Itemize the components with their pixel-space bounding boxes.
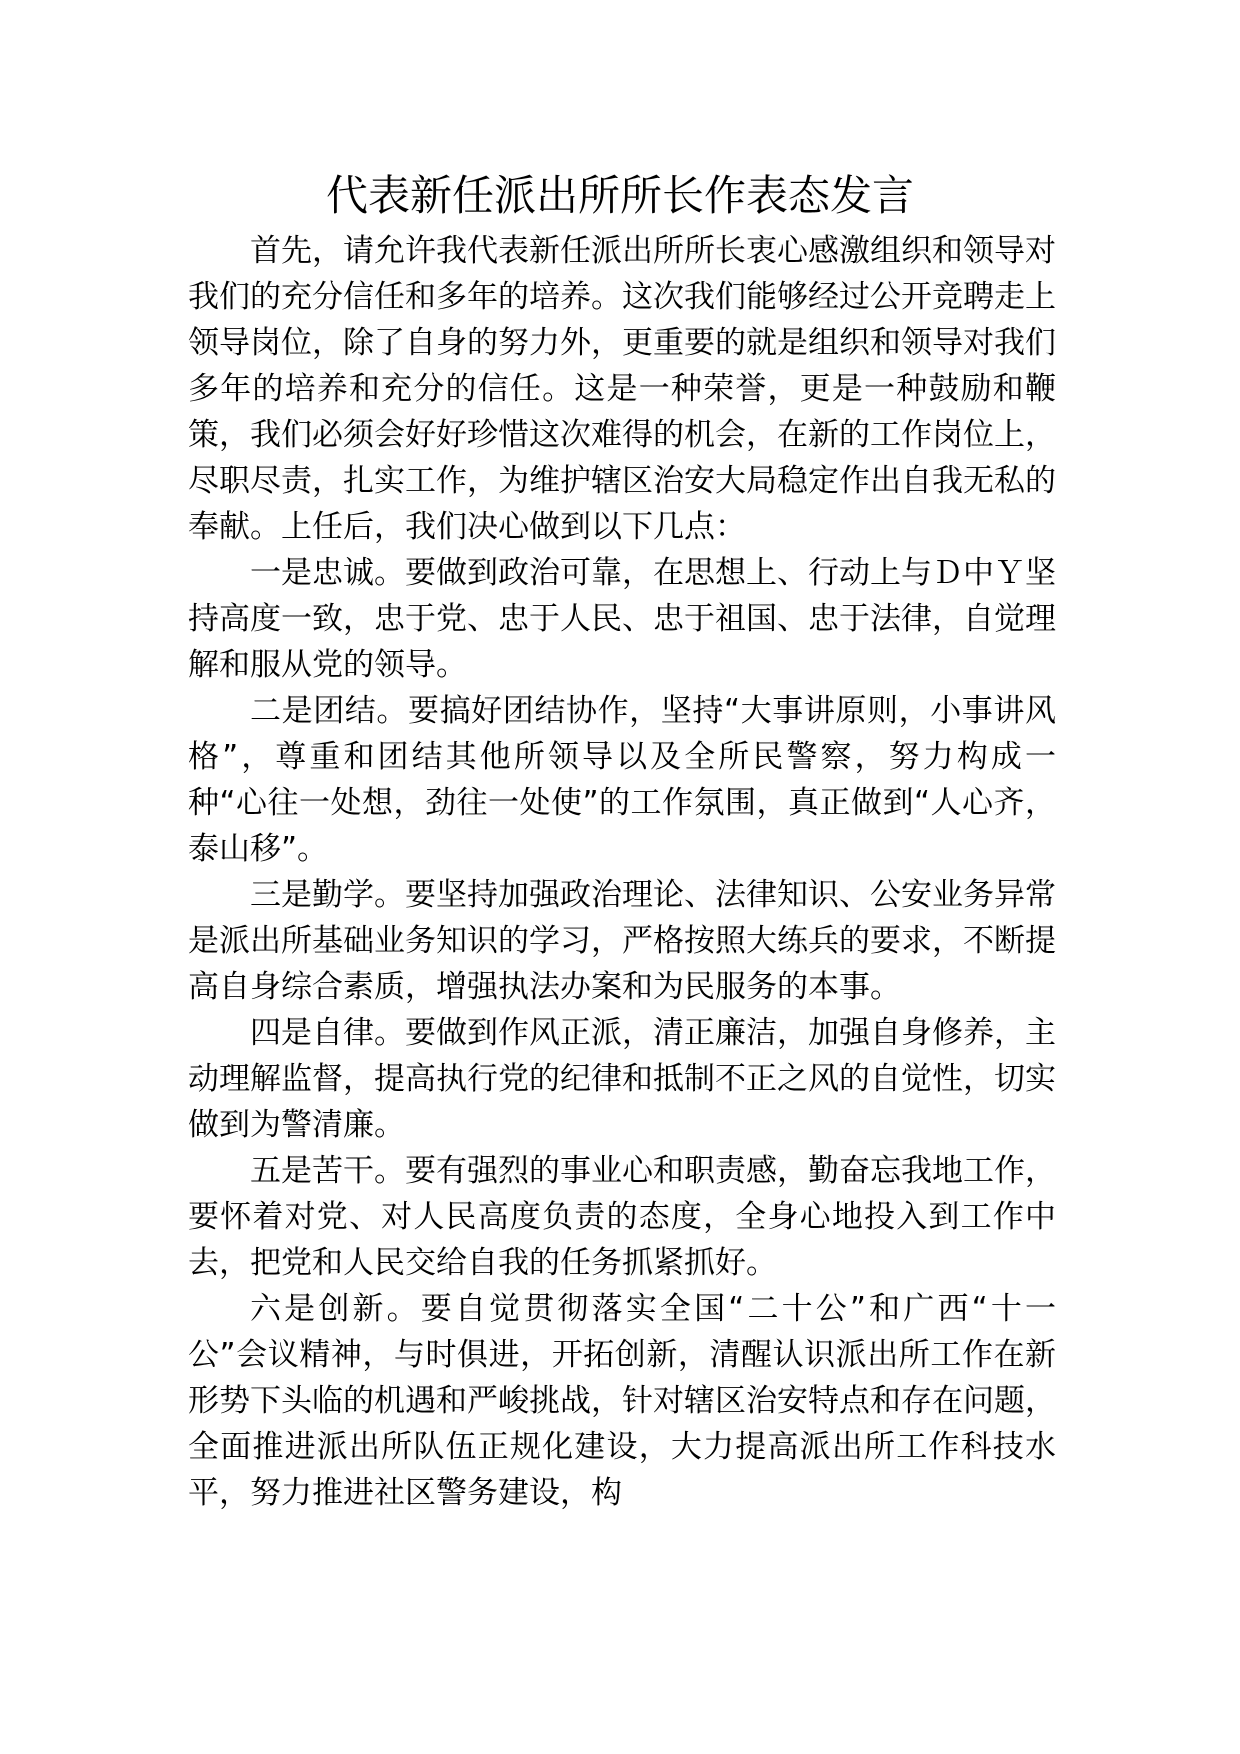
document-title: 代表新任派出所所长作表态发言 (325, 171, 914, 220)
paragraph-loyalty: 一是忠诚。要做到政治可靠，在思想上、行动上与Ｄ中Ｙ坚持高度一致，忠于党、忠于人民、忠于祖国、忠于法律，自觉理解和服从党的领导。 (188, 555, 1056, 683)
paragraph-intro: 首先，请允许我代表新任派出所所长衷心感激组织和领导对我们的充分信任和多年的培养。这次我们能够经过公开竞聘走上领导岗位，除了自身的努力外，更重要的就是组织和领导对我们多年的培养和充分的信任。这是一种荣誉，更是一种鼓励和鞭策，我们必须会好好珍惜这次难得的机会，在新的工作岗位上，尽职尽责，扎实工作，为维护辖区治安大局稳定作出自我无私的奉献。上任后，我们决心做到以下几点： (188, 233, 1056, 545)
paragraph-self-discipline: 四是自律。要做到作风正派，清正廉洁，加强自身修养，主动理解监督，提高执行党的纪律和抵制不正之风的自觉性，切实做到为警清廉。 (188, 1015, 1056, 1143)
paragraph-study: 三是勤学。要坚持加强政治理论、法律知识、公安业务异常是派出所基础业务知识的学习，严格按照大练兵的要求，不断提高自身综合素质，增强执法办案和为民服务的本事。 (188, 877, 1056, 1005)
paragraph-innovation: 六是创新。要自觉贯彻落实全国“二十公”和广西“十一公”会议精神，与时俱进，开拓创新，清醒认识派出所工作在新形势下头临的机遇和严峻挑战，针对辖区治安特点和存在问题，全面推进派出所队伍正规化建设，大力提高派出所工作科技水平，努力推进社区警务建设，构 (188, 1291, 1056, 1511)
paragraph-unity: 二是团结。要搞好团结协作，坚持“大事讲原则，小事讲风格”，尊重和团结其他所领导以及全所民警察，努力构成一种“心往一处想，劲往一处使”的工作氛围，真正做到“人心齐，泰山移”。 (188, 693, 1056, 867)
document-body (188, 228, 1056, 1516)
paragraph-hard-work: 五是苦干。要有强烈的事业心和职责感，勤奋忘我地工作，要怀着对党、对人民高度负责的态度，全身心地投入到工作中去，把党和人民交给自我的任务抓紧抓好。 (188, 1153, 1056, 1281)
